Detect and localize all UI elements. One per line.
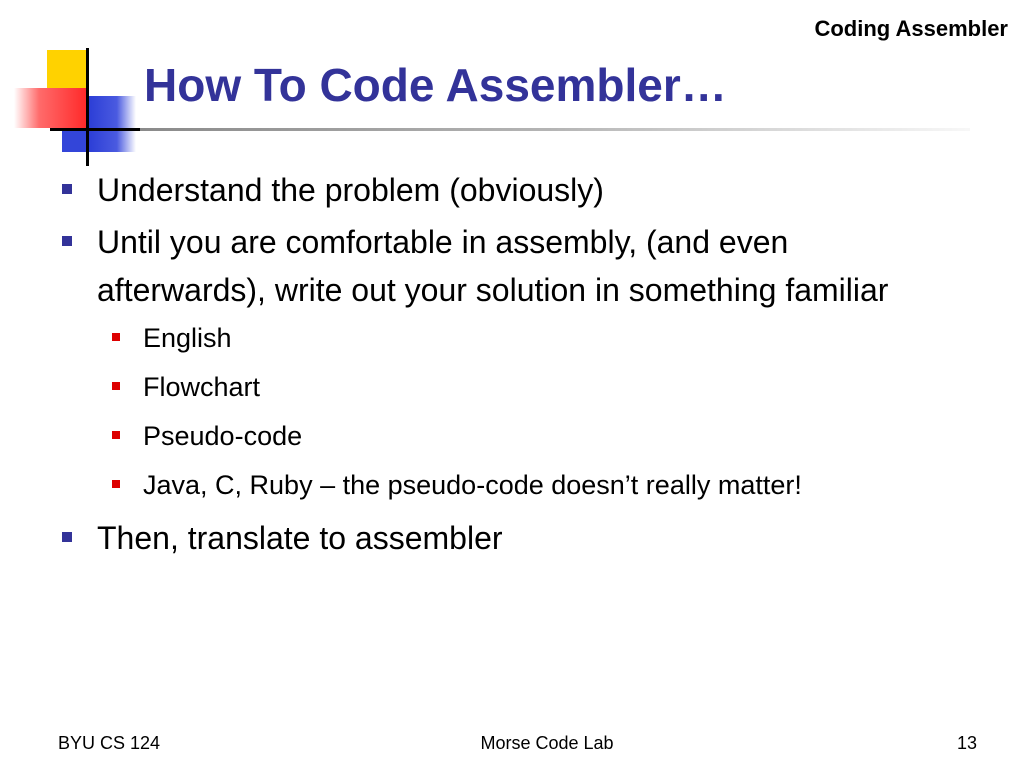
sub-bullet-text: Pseudo-code bbox=[143, 421, 303, 451]
square-bullet-icon bbox=[62, 532, 72, 542]
title-underline-divider bbox=[140, 128, 970, 131]
bullet-text: Then, translate to assembler bbox=[97, 520, 503, 556]
sub-bullet-list bbox=[60, 318, 940, 505]
header-label: Coding Assembler bbox=[814, 16, 1008, 41]
sub-bullet-item bbox=[60, 367, 940, 407]
sub-bullet-text: English bbox=[143, 323, 232, 353]
logo-red-square bbox=[14, 88, 86, 128]
decorative-logo bbox=[0, 0, 160, 170]
square-bullet-icon bbox=[62, 184, 72, 194]
footer-course: BYU CS 124 bbox=[58, 733, 161, 753]
sub-bullet-item bbox=[60, 318, 940, 358]
bullet-item bbox=[60, 514, 940, 562]
logo-blue-square bbox=[88, 96, 136, 152]
bullet-item bbox=[60, 166, 940, 214]
logo-vertical-line bbox=[86, 48, 89, 166]
bullet-list bbox=[60, 166, 940, 566]
slide-title: How To Code Assembler… bbox=[144, 59, 727, 111]
square-bullet-icon bbox=[112, 431, 120, 439]
footer-page-number: 13 bbox=[956, 733, 977, 753]
square-bullet-icon bbox=[112, 382, 120, 390]
sub-bullet-item bbox=[60, 465, 940, 505]
sub-bullet-text: Flowchart bbox=[143, 372, 261, 402]
sub-bullet-item bbox=[60, 416, 940, 456]
square-bullet-icon bbox=[62, 236, 72, 246]
bullet-text: Understand the problem (obviously) bbox=[97, 172, 604, 208]
bullet-item bbox=[60, 218, 940, 314]
sub-bullet-text: Java, C, Ruby – the pseudo-code doesn’t really matter! bbox=[143, 470, 802, 500]
square-bullet-icon bbox=[112, 480, 120, 488]
logo-blue-small-square bbox=[62, 128, 88, 152]
footer-lab-title: Morse Code Lab bbox=[480, 733, 614, 753]
bullet-text: Until you are comfortable in assembly, (and even afterwards), write out your solution in something familiar bbox=[97, 224, 889, 308]
square-bullet-icon bbox=[112, 333, 120, 341]
